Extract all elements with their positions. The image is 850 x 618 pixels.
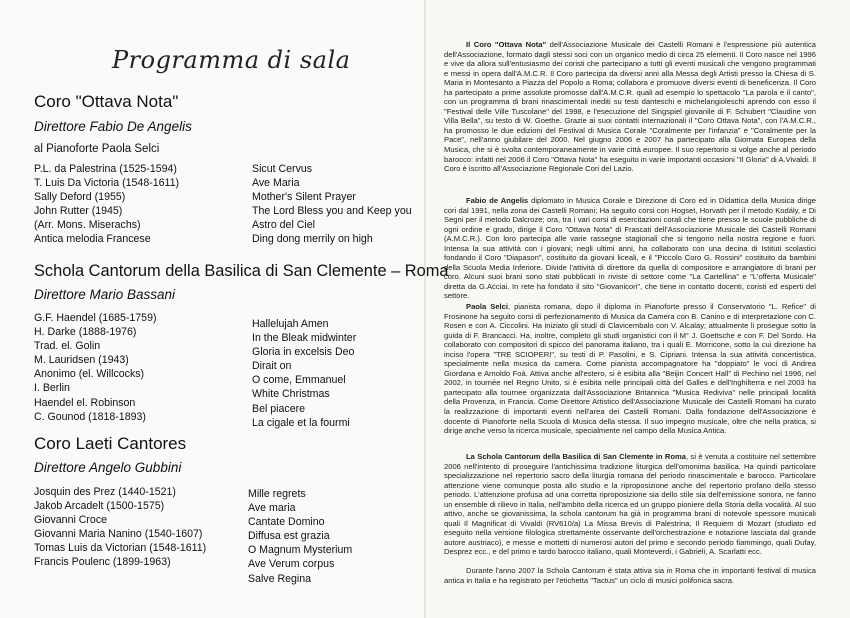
director-mario-bassani: Direttore Mario Bassani bbox=[34, 287, 176, 302]
piece-item: Cantate Domino bbox=[248, 516, 325, 529]
composer-item: Tomas Luis da Victorian (1548-1611) bbox=[34, 542, 207, 555]
bio-text: diplomato in Musica Corale e Direzione di Coro ed in Didattica della Musica dirige cori dal 1991, nella zona dei Castelli Romani; Ha seguito corsi con Hogset, Horvath per il metodo Kodály, e Di Segni per il metodo Dalcroze; ora, tra i vari corsi di esercitazioni corali che tiene presso le scuole pubbliche di ogni ordine e grado, dirige il Coro "Ottava Nota" di Frascati dell'Associazione Musicale dei Castelli Romani (A.M.C.R.). Con loro partecipa alle varie rassegne stagionali che si tengono nella nostra regione e fuori. Intensa la sua attività con i giovani; negli ultimi anni, ha collaborato con una decina di Istituti scolastici fondando il Coro "Diapason", costituito da giovani liceali, e il "Piccolo Coro G. Rossini" costituito da bambini della Scuola Media Inferiore. Divide l'attività di direttore da quella di compositore e arrangiatore di brani per coro. Alcuni suoi brani sono stati pubblicati in riviste di settore come "La Cartellina" e "L'offerta Musicale" diretta da G.Acciai. In rete ha fondato il sito "Giovanicori", che tiene in contatto docenti, coristi ed esperti del settore. bbox=[444, 196, 816, 301]
composer-item: G.F. Haendel (1685-1759) bbox=[34, 312, 157, 324]
composer-item: H. Darke (1888-1976) bbox=[34, 326, 137, 339]
bio-lead: Il Coro "Ottava Nota" bbox=[466, 40, 547, 49]
piece-item: Dirait on bbox=[252, 360, 292, 373]
piece-item: Ave Verum corpus bbox=[248, 558, 335, 571]
bio-lead: Paola Selci bbox=[466, 302, 508, 311]
choir-ottava-nota-title: Coro "Ottava Nota" bbox=[34, 92, 179, 111]
bio-lead: La Schola Cantorum della Basilica di San Clemente in Roma bbox=[466, 452, 687, 461]
composer-item: Trad. el. Golin bbox=[34, 340, 101, 353]
piece-item: Mille regrets bbox=[248, 488, 306, 500]
bio-paola-selci bbox=[444, 302, 816, 436]
program-title: Programma di sala bbox=[112, 46, 351, 74]
section3-pieces bbox=[248, 487, 352, 586]
composer-item: M. Lauridsen (1943) bbox=[34, 354, 129, 367]
piece-item: Bel piacere bbox=[252, 402, 305, 415]
piece-item: La cigale et la fourmi bbox=[252, 416, 350, 429]
composer-item: John Rutter (1945) bbox=[34, 205, 123, 218]
section1-composers bbox=[34, 162, 179, 247]
piece-item: White Christmas bbox=[252, 388, 330, 401]
bio-fabio-de-angelis bbox=[444, 196, 816, 301]
director-angelo-gubbini: Direttore Angelo Gubbini bbox=[34, 460, 182, 475]
bio-text: Durante l'anno 2007 la Schola Cantorum è stata attiva sia in Roma che in importanti festival di musica antica in Italia e ha registrato per l'etichetta "Tactus" un ciclo di musici polifonica sacra. bbox=[444, 566, 816, 585]
piece-item: Sicut Cervus bbox=[252, 163, 313, 175]
pianist-credit: al Pianoforte Paola Selci bbox=[34, 143, 160, 155]
composer-item: I. Berlin bbox=[34, 382, 70, 395]
composer-item: Antica melodia Francese bbox=[34, 233, 151, 246]
bio-coro-ottava-nota bbox=[444, 40, 816, 174]
composer-item: Jakob Arcadelt (1500-1575) bbox=[34, 500, 165, 513]
piece-item: O Magnum Mysterium bbox=[248, 544, 353, 557]
piece-item: Ave Maria bbox=[252, 177, 300, 190]
choir-schola-cantorum-title: Schola Cantorum della Basilica di San Clemente – Roma bbox=[34, 262, 449, 280]
composer-item: C. Gounod (1818-1893) bbox=[34, 410, 146, 423]
composer-item: Anonimo (el. Willcocks) bbox=[34, 368, 145, 381]
section2-composers bbox=[34, 311, 157, 424]
director-fabio-de-angelis: Direttore Fabio De Angelis bbox=[34, 119, 192, 134]
piece-item: The Lord Bless you and Keep you bbox=[252, 205, 412, 218]
piece-item: Diffusa est grazia bbox=[248, 530, 330, 543]
bio-text: dell'Associazione Musicale dei Castelli Romani è l'espressione più autentica dell'Associazione, formato dagli stessi soci con un organico medio di circa 25 elementi. Il Coro nasce nel 1996 e vive da allora sull'entusiasmo dei coristi che partecipano a tutti gli eventi musicali che vengono programmati e messi in opera dall'A.M.C.R. Il Coro partecipa da diversi anni alla Messa degli Artisti presso la Chiesa di S. Maria in Montesanto a Piazza del Popolo a Roma; collabora e promuove diversi eventi di beneficenza. Il Coro ha partecipato a prime assolute promosse dall'A.M.C.R. quali ad esempio lo spettacolo "La parola e il canto", con un programma di brani rinascimentali inediti su testi danteschi e michelangioleschi aprendo con esso il "Festival delle Ville Tuscolane" del 1998, e l'esecuzione del Singspiel giovanile di F. Schubert "Claudine von Villa Bella", su testo di W. Goethe. Grazie ai suoi contatti internazionali il "Coro Ottava Nota", con l'A.M.C.R., ha promosso le due edizioni del Festival di Musica Corale "Coralmente per l'infanzia" e "Coralmente per la Pace", nell'anno giubilare del 2000. Nel giugno 2006 e 2007 ha partecipato alla Giornata Europea della Musica, che si è svolta contemporaneamente in varie città europee. Il suo repertorio si volge anche al periodo barocco: infatti nel 2006 il Coro "Ottava Nota" ha eseguito in varie importanti occasioni "Il Gloria" di A.Vivaldi. Il Coro è iscritto all'Associazione Regionale Cori del Lazio. bbox=[444, 40, 816, 174]
piece-item: In the Bleak midwinter bbox=[252, 332, 357, 345]
piece-item: Salve Regina bbox=[248, 572, 312, 585]
section1-pieces bbox=[252, 162, 412, 247]
piece-item: O come, Emmanuel bbox=[252, 374, 346, 387]
composer-item: Giovanni Maria Nanino (1540-1607) bbox=[34, 528, 203, 541]
section3-composers bbox=[34, 485, 206, 570]
composer-item: T. Luis Da Victoria (1548-1611) bbox=[34, 177, 180, 190]
piece-item: Hallelujah Amen bbox=[252, 318, 329, 330]
composer-item: P.L. da Palestrina (1525-1594) bbox=[34, 163, 177, 175]
bio-schola-cantorum bbox=[444, 452, 816, 557]
composer-item: Francis Poulenc (1899-1963) bbox=[34, 556, 171, 569]
composer-item: Sally Deford (1955) bbox=[34, 191, 126, 204]
bio-lead: Fabio de Angelis bbox=[466, 196, 529, 205]
piece-item: Ave maria bbox=[248, 502, 296, 515]
bio-text: , si è venuta a costituire nel settembre 2006 nell'intento di proseguire l'antichissima tradizione liturgica dell'omonima basilica. Ha quindi particolare specializzazione nel repertorio sacro della liturgia romana del periodo rinascimentale e barocco. Particolare attenzione viene comunque posta allo studio e la riproposizione anche del repertorio profano dello stesso periodo. L'attenzione profusa ad una corretta riproposizione sia dello stile sia dell'emissione sonora, ne fanno un ensemble di rilievo in Italia, nell'ambito della ricerca ed un gruppo pioniere della Storia della vocalità. Al suo attivo, anche se giovanissima, la schola cantorum ha già in programma brani di notevole spessore musicali quali Il Magnificat di Vivaldi (RV610/a) La Missa Brevis di Palestrina, Il Requiem di Mozart (studiato ed eseguito nella versione filologica strettamente osservante dell'orchestrazione e notazione lasciata dal grande autore austriaco), e messe e mottetti di numerosi autori del primo e secondo periodo fiammingo, quali Dufay, Desprez ecc., e del primo e tardo barocco italiano, quali Monteverdi, i Gabrieli, A. Scarlatti ecc. bbox=[444, 452, 816, 557]
choir-laeti-cantores-title: Coro Laeti Cantores bbox=[34, 434, 187, 453]
bio-text: , pianista romana, dopo il diploma in Pianoforte presso il Conservatorio "L. Refice" di Frosinone ha seguito corsi di perfezionamento di Musica da Camera con B. Canino e di interpretazione con C. Rosen e con A. Ciccolini. Ha iniziato gli studi di Clavicembalo con V. Alcalay; attualmente li prosegue sotto la guida di F. Brancacci. Ha, inoltre, completo gli studi organistici con il M° J. Goettsche e con F. Del Sordo. Ha collaborato con compositori di spicco del panorama italiano, tra i quali E. Morricone, sotto la cui direzione ha inciso l'opera "TRE SCIOPERI", su testi di P. Pasolini, e S. Cipriani. Intensa la sua attività concertistica, specialmente nella musica da camera. Come pianista accompagnatore ha "doppiato" le voci di Andrea Giordana e Arnoldo Foà. Attiva anche all'estero, si è esibita alla "Beijin Concert Hall" di Pechino nel 1996, nel 2002, in tournée nel Regno Unito, si è esibita nelle principali città del Galles e dell'Inghilterra e nel 2003 ha partecipato alla tournee organizzata dall'Associazione Britannica "Musica Rediviva" nelle principali località della Provenza, in Francia. Come Direttore Artistico dell'Associazione Musicale dei Castelli Romani ha curato la realizzazione di importanti eventi nell'area dei Castelli Romani. Dalla fondazione dell'Associazione è docente di Pianoforte nella Scuola di Musica della stessa. Il suo impegno musicale, oltre che nella pratica, si dirige anche verso la ricerca musicale, specialmente nel campo della Musica Antica. bbox=[444, 302, 816, 436]
piece-item: Gloria in excelsis Deo bbox=[252, 346, 355, 359]
piece-item: Mother's Silent Prayer bbox=[252, 191, 356, 204]
composer-item: Giovanni Croce bbox=[34, 514, 108, 527]
piece-item: Astro del Ciel bbox=[252, 219, 315, 232]
page-fold bbox=[424, 0, 426, 618]
composer-item: Haendel el. Robinson bbox=[34, 396, 136, 409]
piece-item: Ding dong merrily on high bbox=[252, 233, 373, 246]
section2-pieces bbox=[252, 317, 356, 430]
bio-schola-2007 bbox=[444, 566, 816, 585]
composer-item: (Arr. Mons. Miserachs) bbox=[34, 219, 141, 232]
composer-item: Josquin des Prez (1440-1521) bbox=[34, 486, 176, 498]
